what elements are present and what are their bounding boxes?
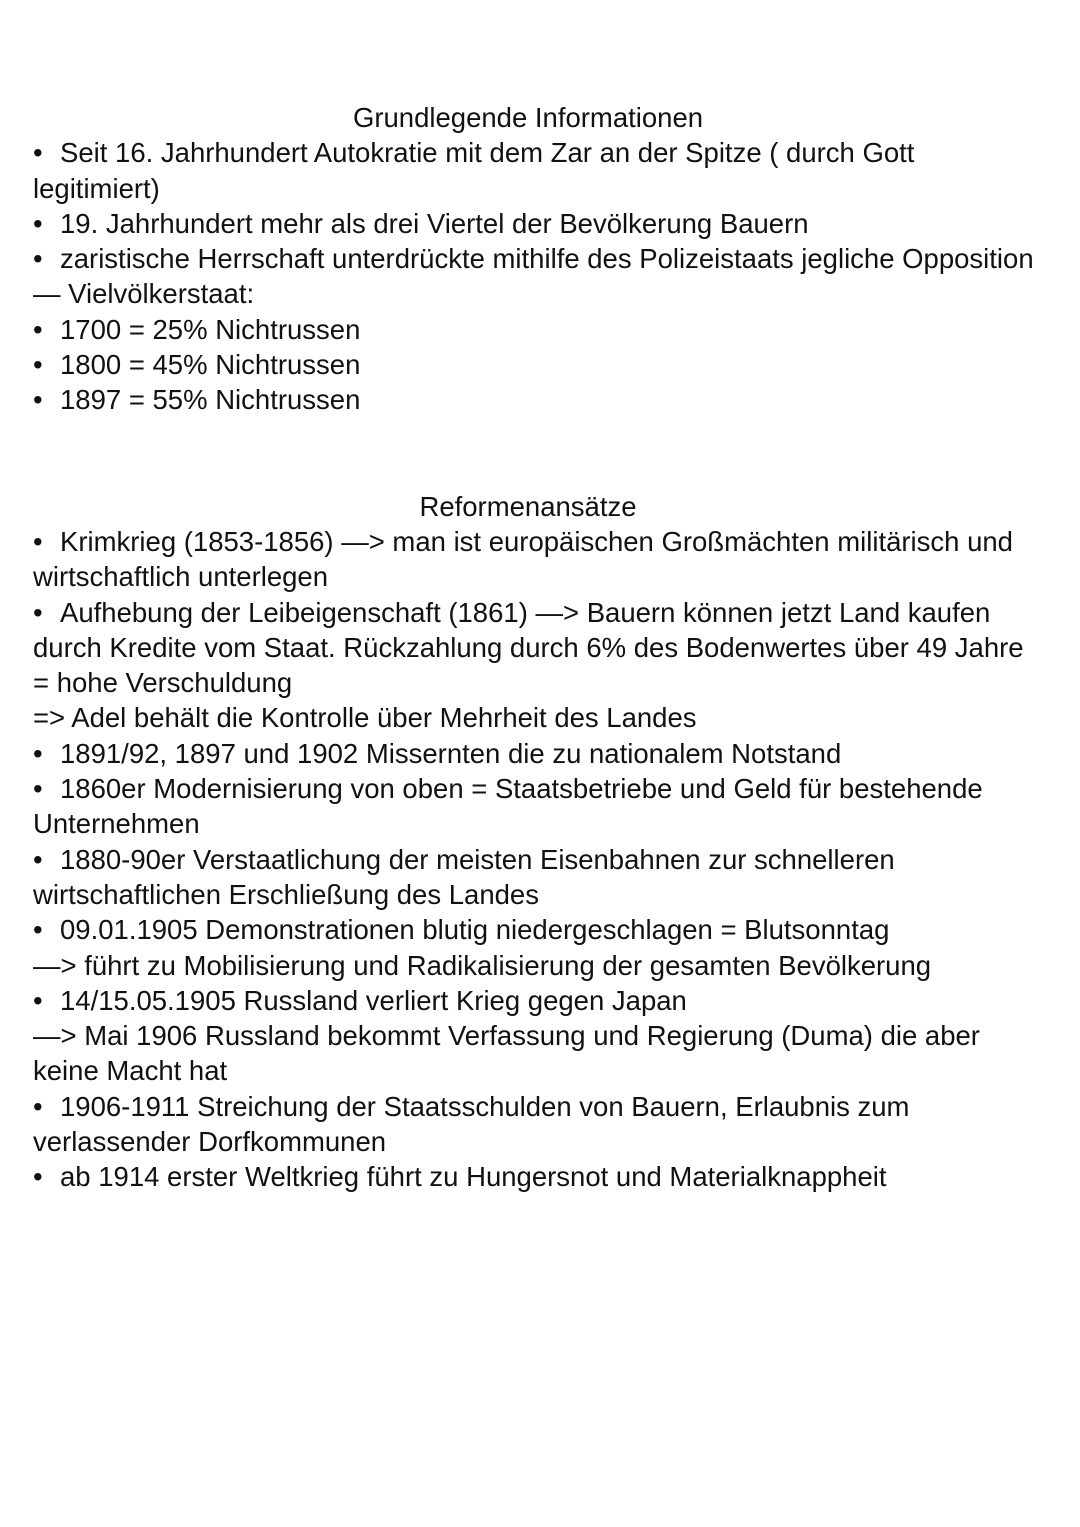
- bullet-text: Aufhebung der Leibeigenschaft (1861) —> Bauern können jetzt Land kaufen durch Kredite vom Staat. Rückzahlung durch 6% des Bodenwertes über 49 Jahre = hohe Verschuldung: [33, 596, 1024, 699]
- bullet-item: [33, 595, 1043, 701]
- bullet-text: 1880-90er Verstaatlichung der meisten Eisenbahnen zur schnelleren wirtschaftlichen Erschließung des Landes: [33, 843, 895, 910]
- bullet-text: Seit 16. Jahrhundert Autokratie mit dem Zar an der Spitze ( durch Gott legitimiert): [33, 137, 915, 204]
- bullet-text: 1897 = 55% Nichtrussen: [60, 384, 361, 416]
- continuation-line: —> führt zu Mobilisierung und Radikalisierung der gesamten Bevölkerung: [33, 949, 932, 981]
- bullet-item: [33, 206, 1043, 241]
- bullet-item: [33, 241, 1043, 276]
- bullet-item: [33, 312, 1043, 347]
- bullet-icon: •: [33, 313, 43, 345]
- bullet-icon: •: [33, 984, 43, 1016]
- bullet-icon: •: [33, 1161, 43, 1193]
- bullet-text: ab 1914 erster Weltkrieg führt zu Hungersnot und Materialknappheit: [60, 1161, 887, 1193]
- bullet-text: 1906-1911 Streichung der Staatsschulden von Bauern, Erlaubnis zum verlassender Dorfkommunen: [33, 1090, 910, 1158]
- bullet-text: 1860er Modernisierung von oben = Staatsbetriebe und Geld für bestehende Unternehmen: [33, 773, 983, 840]
- bullet-icon: •: [33, 207, 43, 239]
- bullet-text: 1700 = 25% Nichtrussen: [60, 313, 361, 345]
- bullet-item: [33, 524, 1043, 595]
- section-heading-reformenansaetze: Reformenansätze: [419, 490, 637, 522]
- sub-heading-vielvoelkerstaat: — Vielvölkerstaat:: [33, 278, 255, 310]
- bullet-item: [33, 382, 1043, 417]
- bullet-icon: •: [33, 914, 43, 946]
- bullet-text: 09.01.1905 Demonstrationen blutig niedergeschlagen = Blutsonntag: [60, 914, 890, 946]
- bullet-item: [33, 842, 1043, 913]
- bullet-item: [33, 1089, 1043, 1160]
- bullet-text: 14/15.05.1905 Russland verliert Krieg gegen Japan: [60, 984, 687, 1016]
- bullet-item: [33, 347, 1043, 382]
- bullet-icon: •: [33, 843, 43, 875]
- document-page: [33, 100, 1043, 1195]
- bullet-item: [33, 983, 1043, 1018]
- bullet-text: 19. Jahrhundert mehr als drei Viertel der Bevölkerung Bauern: [60, 207, 809, 239]
- bullet-icon: •: [33, 137, 43, 169]
- bullet-item: [33, 1159, 1043, 1194]
- bullet-icon: •: [33, 384, 43, 416]
- bullet-text: 1891/92, 1897 und 1902 Missernten die zu nationalem Notstand: [60, 737, 842, 769]
- bullet-icon: •: [33, 349, 43, 381]
- bullet-item: [33, 771, 1043, 842]
- bullet-text: zaristische Herrschaft unterdrückte mithilfe des Polizeistaats jegliche Opposition: [60, 243, 1034, 275]
- section-spacer: [33, 418, 1043, 489]
- bullet-item: [33, 135, 1043, 206]
- bullet-icon: •: [33, 1090, 43, 1122]
- bullet-icon: •: [33, 773, 43, 805]
- bullet-item: [33, 736, 1043, 771]
- continuation-line: —> Mai 1906 Russland bekommt Verfassung und Regierung (Duma) die aber keine Macht hat: [33, 1020, 980, 1087]
- bullet-icon: •: [33, 596, 43, 628]
- section-heading-grundlegende-informationen: Grundlegende Informationen: [352, 102, 704, 133]
- bullet-text: 1800 = 45% Nichtrussen: [60, 349, 361, 381]
- bullet-icon: •: [33, 525, 43, 557]
- bullet-item: [33, 912, 1043, 947]
- bullet-icon: •: [33, 243, 43, 275]
- bullet-text: Krimkrieg (1853-1856) —> man ist europäischen Großmächten militärisch und wirtschaftlich unterlegen: [33, 525, 1013, 593]
- continuation-line: => Adel behält die Kontrolle über Mehrheit des Landes: [33, 702, 697, 734]
- bullet-icon: •: [33, 737, 43, 769]
